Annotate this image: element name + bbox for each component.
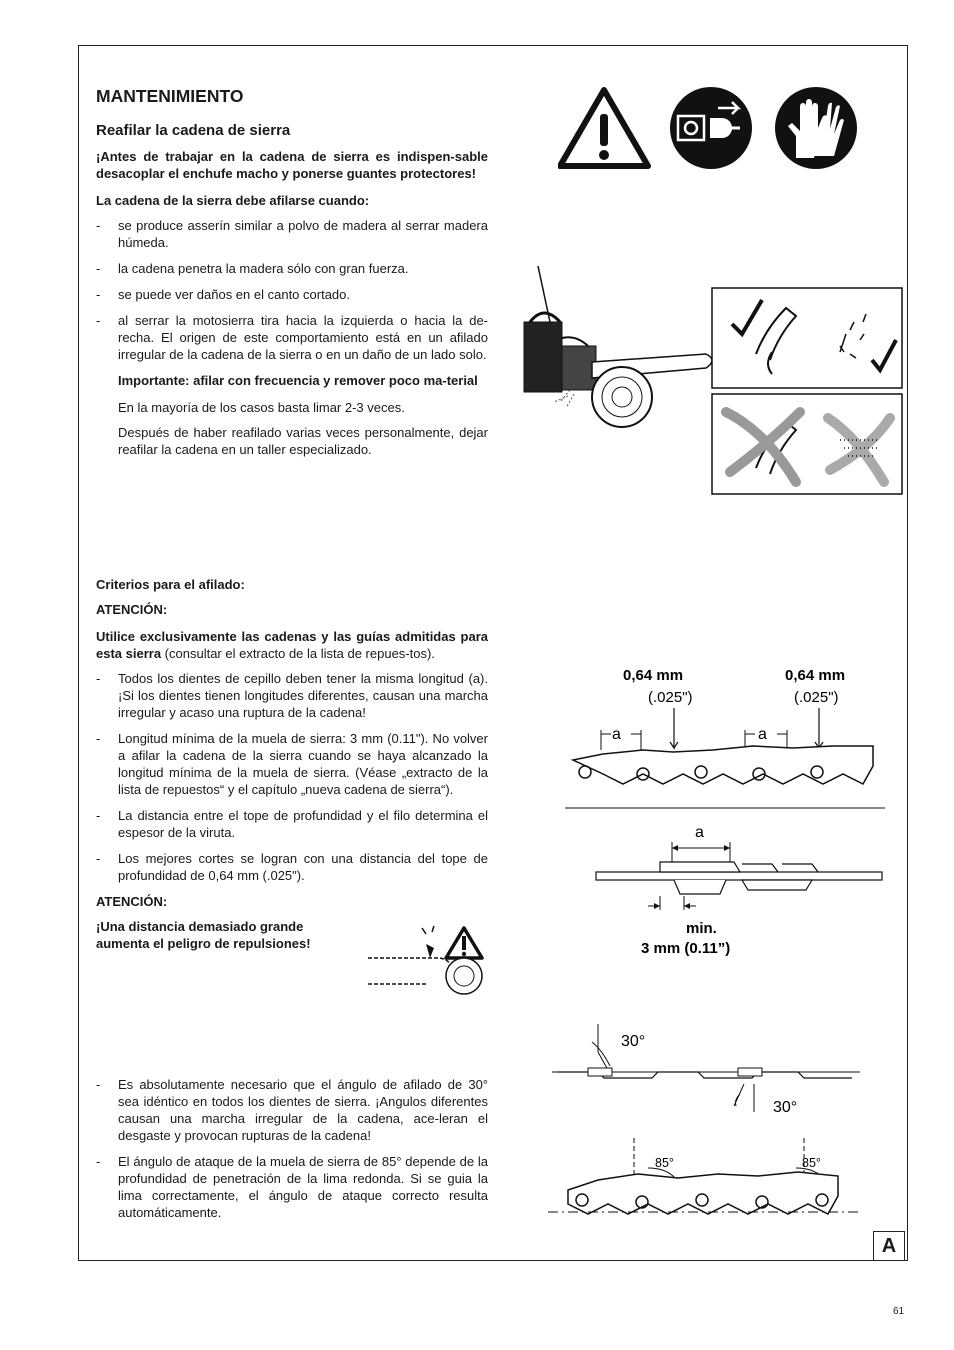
kickback-figure [366,924,490,998]
depth-left-inch: (.025") [648,689,693,706]
angle-figure [548,1024,862,1220]
min-label-line2: 3 mm (0.11”) [641,940,731,957]
criteria-block [96,576,488,960]
most-cases-text: En la mayoría de los casos basta limar 2-3 veces. [118,400,405,415]
safety-warning: ¡Antes de trabajar en la cadena de sierra es indispen-sable desacoplar el enchufe macho y ponerse guantes protectores! [96,149,488,181]
angle-85-left: 85° [655,1156,674,1170]
criteria-title: Criterios para el afilado: [96,577,245,592]
bad-chip-panel [712,394,902,494]
angle-bottom: 30° [773,1099,798,1116]
list-item: - Los mejores cortes se logran con una distancia del tope de profundidad de 0,64 mm (.025"). [96,850,488,884]
list-item: - al serrar la motosierra tira hacia la izquierda o hacia la de-recha. El origen de este comportamiento está en un afilado irregular de la cadena de la sierra o en un daño de un lado solo. [96,312,488,363]
label-a: a [695,824,704,841]
list-item: - Todos los dientes de cepillo deben tener la misma longitud (a). ¡Si los dientes tienen longitudes diferentes, causan una marcha irregular y acaso una ruptura de la cadena! [96,670,488,721]
list-item: - se puede ver daños en el canto cortado. [96,286,488,303]
chainsaw-illustration [510,262,906,498]
list-item: - Longitud mínima de la muela de sierra: 3 mm (0.11"). No volver a afilar la cadena de la sierra cuando se haya alcanzado la longitud mínima de la muela de sierra. (Véase „extracto de la lista de repuestos“ y el capítulo „nueva cadena de sierra“). [96,730,488,798]
page-title: MANTENIMIENTO [96,86,244,106]
depth-gauge-figure [565,660,895,812]
depth-right-inch: (.025") [794,689,839,706]
depth-left-mm: 0,64 mm [623,667,684,684]
criteria-list [96,670,488,884]
safety-pictograms [558,86,860,170]
angle-list [96,1076,488,1221]
label-a-left: a [612,726,621,743]
chainsaw-icon [524,266,712,427]
when-list [96,217,488,363]
after-several-text: Después de haber reafilado varias veces personalmente, dejar reafilar la cadena en un taller especializado. [118,425,488,457]
warning-triangle-icon [560,90,648,166]
min-length-figure [592,820,886,960]
intro-block [96,148,488,466]
attention-label: ATENCIÓN: [96,894,168,909]
gloves-icon [775,87,857,169]
list-item: - El ángulo de ataque de la muela de sierra de 85° depende de la profundidad de penetración de la lima redonda. Si se guia la lima correctamente, el ángulo de ataque correcto resulta automáticamente. [96,1153,488,1221]
use-only-rest: (consultar el extracto de la lista de repues-tos). [161,646,435,661]
attention-label: ATENCIÓN: [96,602,168,617]
angle-85-right: 85° [802,1156,821,1170]
depth-right-mm: 0,64 mm [785,667,846,684]
unplug-icon [670,87,752,169]
label-a-right: a [758,726,767,743]
list-item: - La distancia entre el tope de profundidad y el filo determina el espesor de la viruta. [96,807,488,841]
list-item: - la cadena penetra la madera sólo con gran fuerza. [96,260,488,277]
when-title: La cadena de la sierra debe afilarse cuando: [96,193,370,208]
kickback-warning: ¡Una distancia demasiado grande aumenta el peligro de repulsiones! [96,919,311,951]
angle-top: 30° [621,1033,646,1050]
use-only-bold: Utilice exclusivamente las cadenas y las guías admitidas para esta sierra [96,629,488,661]
angle-block [96,1076,488,1230]
important-note: Importante: afilar con frecuencia y remover poco ma-terial [118,373,478,388]
list-item: - Es absolutamente necesario que el ángulo de afilado de 30° sea idéntico en todos los dientes de sierra. ¡Angulos diferentes causan una marcha irregular de la cadena, ace-leran el desgaste y provocan rupturas de la cadena! [96,1076,488,1144]
section-tab: A [873,1231,905,1261]
min-label-line1: min. [686,920,717,937]
page-number: 61 [893,1306,905,1317]
use-only-text [96,628,488,662]
good-chip-panel [712,288,902,388]
list-item: - se produce asserín similar a polvo de madera al serrar madera húmeda. [96,217,488,251]
section-title: Reafilar la cadena de sierra [96,122,291,139]
